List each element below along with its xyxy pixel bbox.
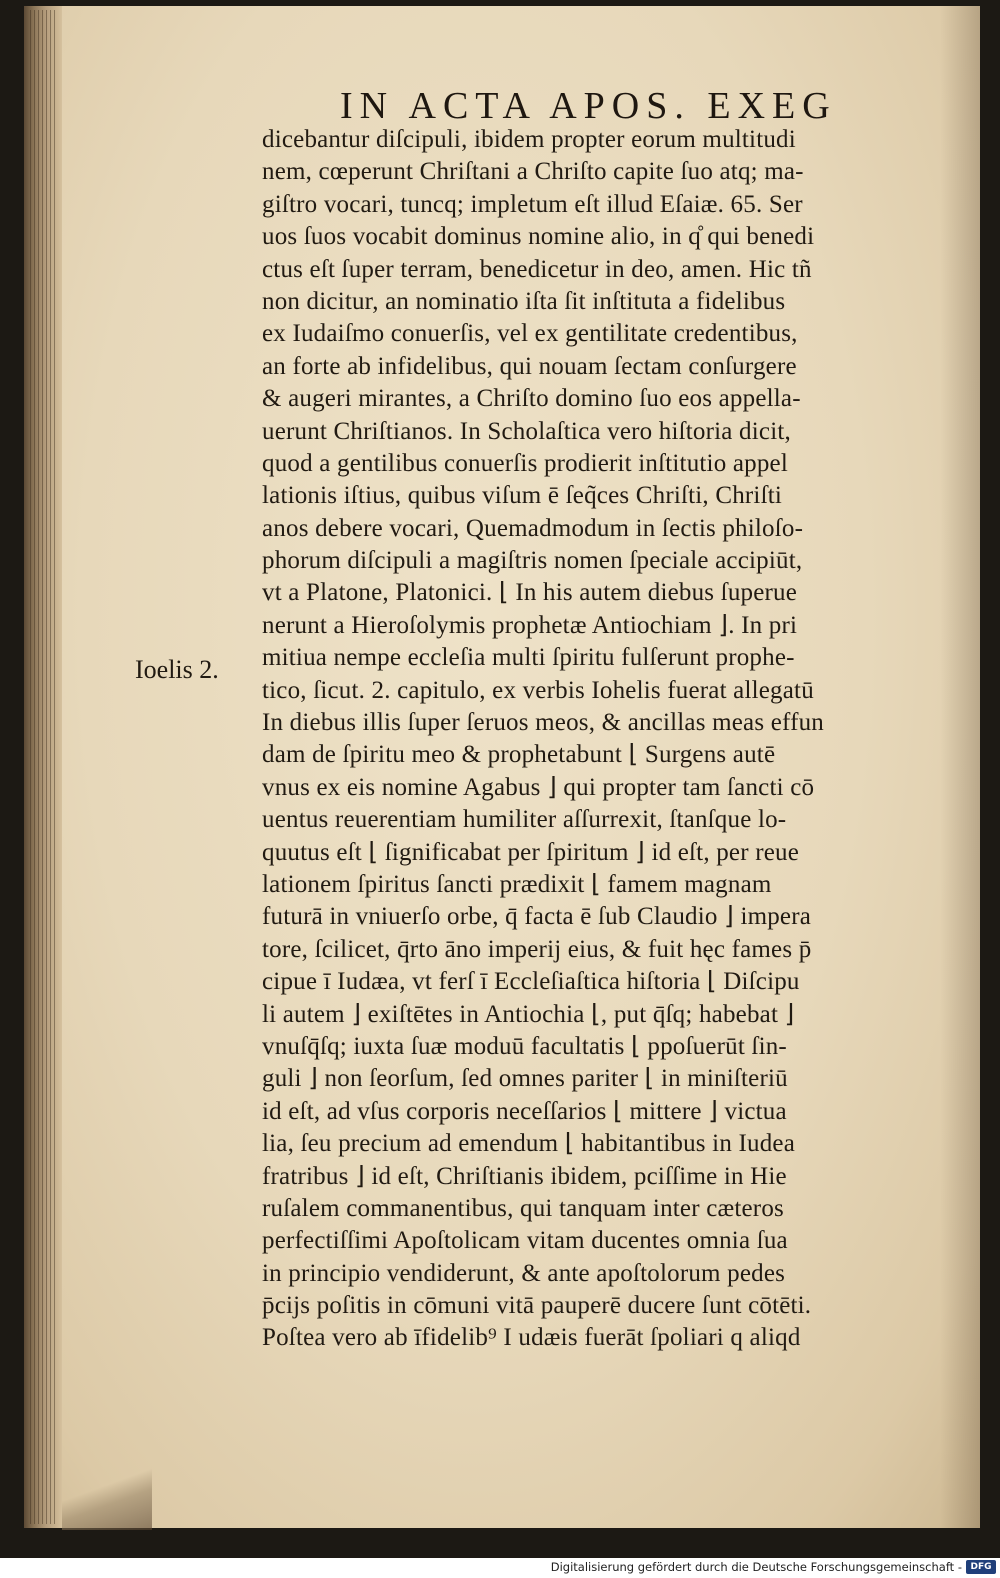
text-line: futurā in vniuerſo orbe, q̄ facta ē ſub Claudio ⌋ impera [262, 903, 812, 931]
text-line: uos ſuos vocabit dominus nomine alio, in q̊ qui benedi [262, 223, 815, 251]
text-line: mitiua nempe eccleſia multi ſpiritu fulſerunt prophe- [262, 644, 795, 672]
text-line: dicebantur diſcipuli, ibidem propter eorum multitudi [262, 126, 796, 153]
text-line: p̄cijs poſitis in cōmuni vitā pauperē ducere ſunt cōtēti. [262, 1292, 812, 1320]
text-line: lationem ſpiritus ſancti prædixit ⌊ famem magnam [262, 870, 772, 898]
text-line: uentus reuerentiam humiliter aſſurrexit, ſtanſque lo- [262, 806, 787, 834]
text-line: lia, ſeu precium ad emendum ⌊ habitantibus in Iudea [262, 1130, 795, 1158]
text-line: dam de ſpiritu meo & prophetabunt ⌊ Surgens autē [262, 741, 776, 769]
text-line: quod a gentilibus conuerſis prodierit inſtitutio appel [262, 449, 788, 477]
text-line: Poſtea vero ab īfidelib⁹ I udæis fuerāt ſpoliari q aliqd [262, 1324, 801, 1352]
paper-gutter-shadow [940, 6, 980, 1528]
text-line: ex Iudaiſmo conuerſis, vel ex gentilitate credentibus, [262, 320, 798, 348]
page-corner-curl [62, 1460, 152, 1530]
text-line: quutus eſt ⌊ ſignificabat per ſpiritum ⌋ id eſt, per reue [262, 838, 800, 866]
text-line: & augeri mirantes, a Chriſto domino ſuo eos appella- [262, 385, 801, 413]
text-line: vnuſq̄ſq; iuxta ſuæ moduū facultatis ⌊ ppoſuerūt ſin- [262, 1032, 787, 1060]
text-line: non dicitur, an nominatio iſta ſit inſtituta a fidelibus [262, 287, 786, 315]
text-line: lationis iſtius, quibus viſum ē ſeq̃ces Chriſti, Chriſti [262, 482, 783, 510]
text-line: giſtro vocari, tuncq; impletum eſt illud Eſaiæ. 65. Ser [262, 190, 803, 218]
text-line: anos debere vocari, Quemadmodum in ſectis philoſo- [262, 514, 804, 542]
text-line: In diebus illis ſuper ſeruos meos, & ancillas meas effun [262, 709, 825, 737]
text-line: tico, ſicut. 2. capitulo, ex verbis Iohelis fuerat allegatū [262, 676, 814, 704]
text-line: an forte ab infidelibus, qui nouam ſectam conſurgere [262, 352, 797, 380]
running-head: IN ACTA APOS. EXEG [340, 85, 837, 127]
text-line: guli ⌋ non ſeorſum, ſed omnes pariter ⌊ in miniſteriū [262, 1065, 788, 1093]
text-line: vnus ex eis nomine Agabus ⌋ qui propter tam ſancti cō [262, 773, 815, 801]
footer-bar [0, 1558, 1000, 1578]
text-line: vt a Platone, Platonici. ⌊ In his autem diebus ſuperue [262, 579, 798, 607]
text-line: nerunt a Hieroſolymis prophetæ Antiochiam ⌋. In pri [262, 611, 798, 639]
text-line: phorum diſcipuli a magiſtris nomen ſpeciale accipiūt, [262, 547, 803, 575]
text-line: id eſt, ad vſus corporis neceſſarios ⌊ mittere ⌋ victua [262, 1097, 787, 1125]
text-line: li autem ⌋ exiſtētes in Antiochia ⌊, put q̄ſq; habebat ⌋ [262, 1000, 795, 1028]
text-line: uerunt Chriſtianos. In Scholaſtica vero hiſtoria dicit, [262, 417, 791, 445]
text-line: cipue ī Iudæa, vt ferſ ī Eccleſiaſtica hiſtoria ⌊ Diſcipu [262, 968, 800, 996]
margin-note: Ioelis 2. [135, 655, 219, 684]
text-line: in principio vendiderunt, & ante apoſtolorum pedes [262, 1259, 786, 1287]
text-line: nem, cœperunt Chriſtani a Chriſto capite ſuo atq; ma- [262, 158, 804, 186]
text-line: ctus eſt ſuper terram, benedicetur in deo, amen. Hic tñ [262, 255, 812, 283]
text-line: fratribus ⌋ id eſt, Chriſtianis ibidem, pciſſime in Hie [262, 1162, 787, 1190]
body-text [262, 124, 942, 1355]
text-line: tore, ſcilicet, q̄rto āno imperij eius, & fuit hęc fames p̄ [262, 935, 812, 963]
dfg-logo: DFG [966, 1560, 996, 1574]
book-page-edge-lines [30, 10, 58, 1524]
text-line: perfectiſſimi Apoſtolicam vitam ducentes omnia ſua [262, 1227, 788, 1255]
footer-credit: Digitalisierung gefördert durch die Deutsche Forschungsgemeinschaft - [550, 1560, 962, 1574]
text-line: ruſalem commanentibus, qui tanquam inter cæteros [262, 1194, 784, 1222]
